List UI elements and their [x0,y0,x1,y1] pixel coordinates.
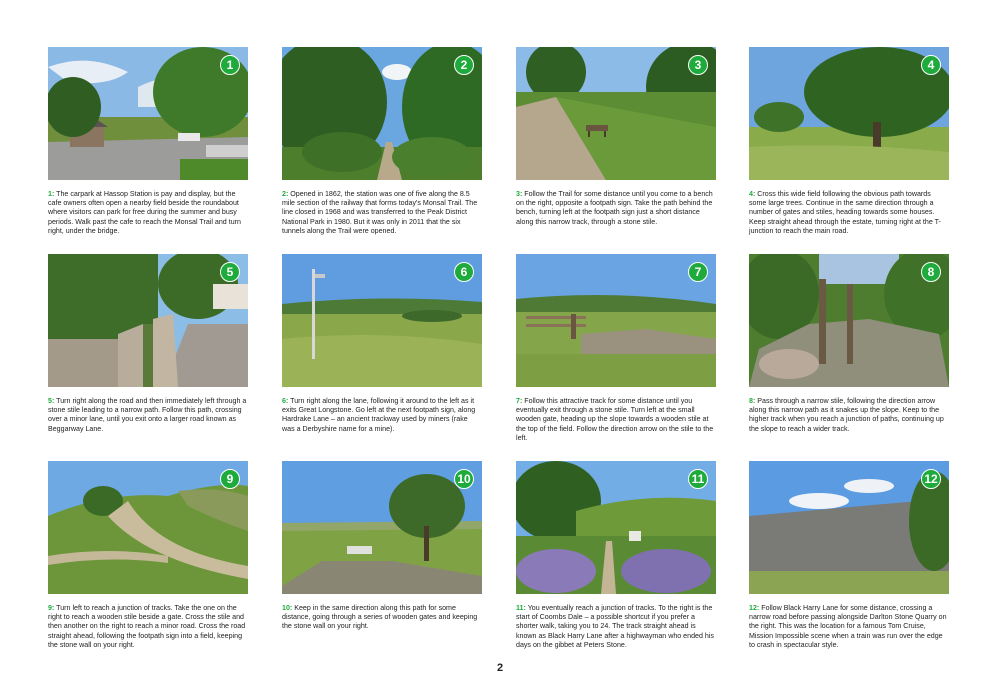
step-caption-9 [48,604,248,650]
step-number-badge: 8 [921,262,941,282]
photo-junction-tracks [48,461,248,594]
step-caption-1 [48,190,248,236]
step-number-badge: 4 [921,55,941,75]
step-lead: 3: [516,190,523,198]
step-number-badge: 7 [688,262,708,282]
step-photo-3 [516,47,716,180]
step-card-8 [749,254,949,434]
step-text: Follow this attractive track for some distance until you eventually exit through a stone stile. Turn left at the small wooden gate, heading up the slope towards a wooden stile at the top of the field. Follow the direction arrow on the stile to the left. [516,397,714,442]
step-number-badge: 1 [220,55,240,75]
photo-coombs-dale [516,461,716,594]
step-card-3 [516,47,716,227]
step-card-12 [749,461,949,650]
step-number-badge: 12 [921,469,941,489]
step-photo-6 [282,254,482,387]
step-photo-9 [48,461,248,594]
step-text: You eventually reach a junction of tracks. To the right is the start of Coombs Dale – a possible shortcut if you prefer a shorter walk, taking you to 24. The track straight ahead is known as Black Harry Lane after a highwayman who ended his days on the gibbet at Peters Stone. [516,604,714,649]
step-card-7 [516,254,716,443]
step-photo-10 [282,461,482,594]
step-card-6 [282,254,482,434]
step-card-11 [516,461,716,650]
photo-wall-path [282,461,482,594]
step-card-9 [48,461,248,650]
step-photo-7 [516,254,716,387]
step-caption-11 [516,604,716,650]
step-caption-8 [749,397,949,434]
step-card-2 [282,47,482,236]
photo-narrow-stile [749,254,949,387]
step-card-1 [48,47,248,236]
step-number-badge: 2 [454,55,474,75]
step-caption-7 [516,397,716,443]
photo-carpark [48,47,248,180]
step-number-badge: 11 [688,469,708,489]
step-lead: 6: [282,397,289,405]
step-card-4 [749,47,949,236]
photo-bench [516,47,716,180]
step-text: Follow Black Harry Lane for some distance, crossing a narrow road before passing alongside Darlton Stone Quarry on the right. This was the location for a famous Tom Cruise, Mission Impossible scene when a train was run over the edge to crash in spectacular style. [749,604,947,649]
step-caption-5 [48,397,248,434]
step-photo-8 [749,254,949,387]
step-lead: 10: [282,604,293,612]
step-number-badge: 5 [220,262,240,282]
step-photo-1 [48,47,248,180]
photo-trail [282,47,482,180]
step-number-badge: 3 [688,55,708,75]
step-lead: 5: [48,397,55,405]
step-photo-12 [749,461,949,594]
step-caption-10 [282,604,482,632]
step-text: Opened in 1862, the station was one of five along the 8.5 mile section of the railway that forms today's Monsal Trail. The line closed in 1968 and was transferred to the Peak District National Park in 1980. But it was only in 2011 that the six tunnels along the Trail were opened. [282,190,478,235]
step-number-badge: 6 [454,262,474,282]
step-text: Turn left to reach a junction of tracks. Take the one on the right to reach a wooden stile beside a gate. Cross the stile and then another on the right to reach a minor road. Cross the road straight ahead, following the footpath sign into a field, keeping the stone wall on your right. [48,604,246,649]
step-lead: 4: [749,190,756,198]
step-text: Turn right along the lane, following it around to the left as it exits Great Longstone. Go left at the next footpath sign, along Hardrake Lane – an ancient trackway used by miners (rake was a Derbyshire name for a mine). [282,397,476,433]
step-lead: 1: [48,190,55,198]
step-lead: 8: [749,397,756,405]
page-number: 2 [496,662,504,674]
step-text: Cross this wide field following the obvious path towards some large trees. Continue in the same direction through a number of gates and stiles, heading towards some houses. Keep straight ahead through the estate, turning right at the T-junction to reach the main road. [749,190,941,235]
step-caption-2 [282,190,482,236]
step-photo-5 [48,254,248,387]
step-photo-11 [516,461,716,594]
photo-lane-sign [282,254,482,387]
step-caption-12 [749,604,949,650]
step-number-badge: 10 [454,469,474,489]
step-number-badge: 9 [220,469,240,489]
step-lead: 11: [516,604,526,612]
step-card-5 [48,254,248,434]
step-text: Keep in the same direction along this path for some distance, going through a series of wooden gates and keeping the stone wall on your right. [282,604,478,631]
step-lead: 9: [48,604,55,612]
photo-field-tree [749,47,949,180]
step-lead: 7: [516,397,523,405]
step-card-10 [282,461,482,632]
step-lead: 12: [749,604,760,612]
step-caption-4 [749,190,949,236]
step-text: Turn right along the road and then immediately left through a stone stile leading to a narrow path. Follow this path, crossing over a minor lane, until you exit onto a larger road known as Beggarway Lane. [48,397,247,433]
step-caption-6 [282,397,482,434]
step-text: The carpark at Hassop Station is pay and display, but the cafe owners often open a nearby field beside the roundabout where visitors can park for free during the summer and busy periods. Walk past the cafe to reach the Monsal Trail and turn right, under the bridge. [48,190,241,235]
photo-wooden-gate [516,254,716,387]
photo-stone-stile [48,254,248,387]
step-text: Pass through a narrow stile, following the direction arrow along this narrow path as it snakes up the slope. Keep to the higher track when you reach a junction of paths, continuing up the slope to reach a wider track. [749,397,944,433]
step-lead: 2: [282,190,289,198]
step-caption-3 [516,190,716,227]
photo-quarry [749,461,949,594]
step-photo-2 [282,47,482,180]
step-text: Follow the Trail for some distance until you come to a bench on the right, opposite a footpath sign. Take the path behind the bench, turning left at the footpath sign just a short distance along this narrow track, through a stone stile. [516,190,713,226]
step-photo-4 [749,47,949,180]
